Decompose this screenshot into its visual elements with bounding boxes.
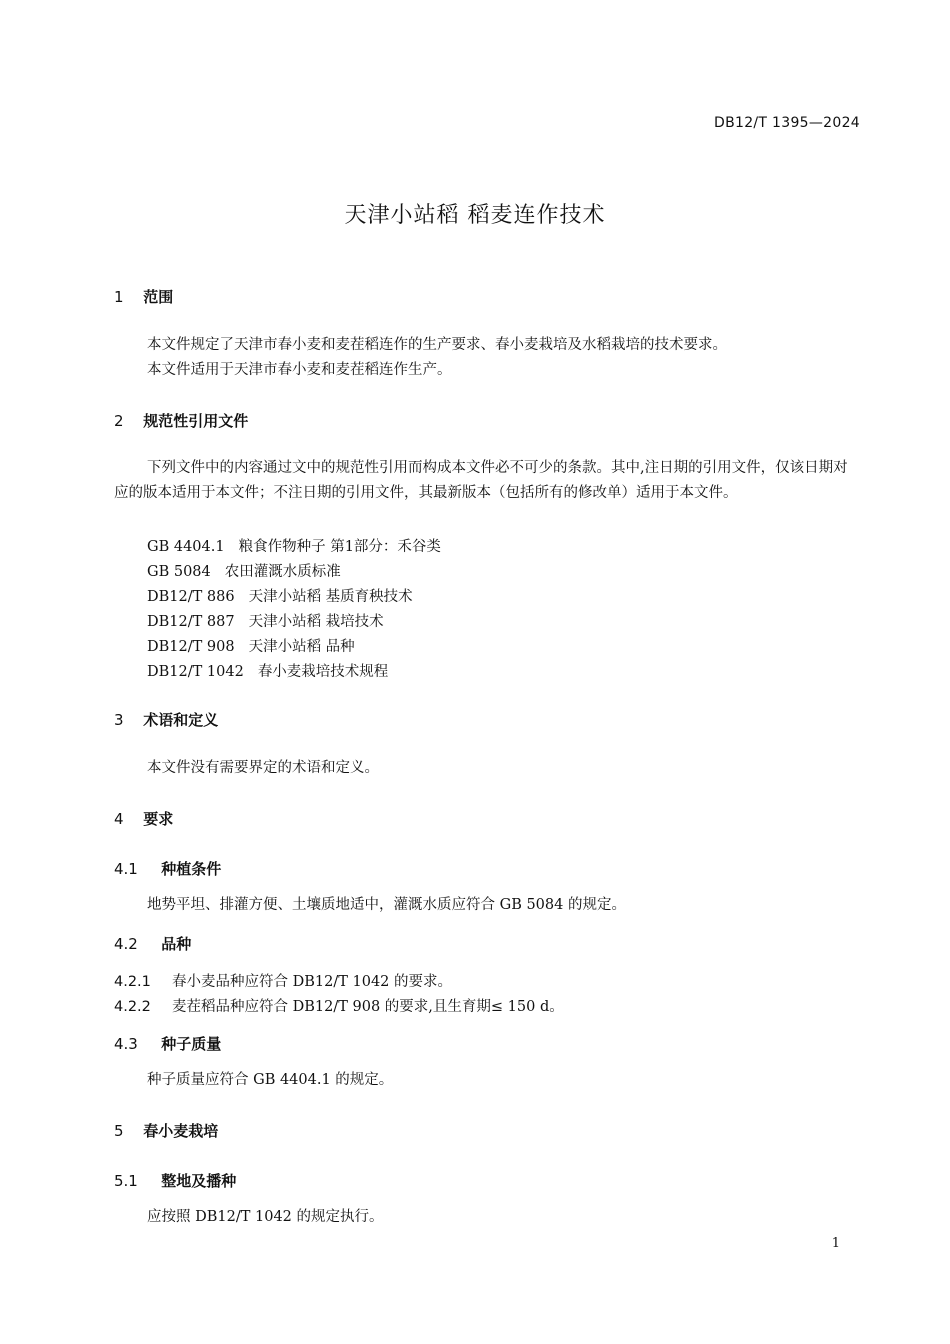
reference-name: 春小麦栽培技术规程: [257, 664, 389, 680]
section-4-1-heading: [114, 858, 221, 879]
section-title: 春小麦栽培: [143, 1122, 219, 1140]
section-2-intro: 下列文件中的内容通过文中的规范性引用而构成本文件必不可少的条款。其中,注日期的引用文件，仅该日期对应的版本适用于本文件；不注日期的引用文件，其最新版本（包括所有的修改单）适用于本文件。: [114, 460, 848, 501]
reference-code: GB 4404.1: [147, 539, 225, 555]
section-number: 2: [114, 412, 124, 430]
standard-code: DB12/T 1395—2024: [714, 115, 860, 131]
clause-4-2-1: [114, 970, 452, 991]
section-title: 要求: [143, 810, 174, 828]
reference-code: DB12/T 887: [147, 614, 235, 630]
section-4-heading: [114, 808, 173, 829]
section-5-heading: [114, 1120, 218, 1141]
clause-text: 春小麦品种应符合 DB12/T 1042 的要求。: [172, 974, 453, 990]
clause-4-2-2: [114, 995, 564, 1016]
section-5-1-heading: [114, 1170, 236, 1191]
section-4-1-para: 地势平坦、排灌方便、土壤质地适中，灌溉水质应符合 GB 5084 的规定。: [147, 897, 626, 913]
page-number: 1: [831, 1236, 840, 1251]
section-number: 3: [114, 711, 124, 729]
section-4-3-para: 种子质量应符合 GB 4404.1 的规定。: [147, 1072, 394, 1088]
reference-item: [147, 535, 441, 556]
document-title: 天津小站稻 稻麦连作技术: [344, 203, 606, 228]
section-4-3-heading: [114, 1033, 221, 1054]
section-number: 4.2: [114, 935, 138, 953]
section-3-para: 本文件没有需要界定的术语和定义。: [147, 760, 379, 776]
reference-name: 粮食作物种子 第1部分：禾谷类: [238, 539, 441, 555]
clause-number: 4.2.2: [114, 999, 151, 1015]
reference-name: 天津小站稻 品种: [248, 639, 355, 655]
reference-item: [147, 635, 355, 656]
reference-name: 天津小站稻 栽培技术: [248, 614, 384, 630]
section-number: 5.1: [114, 1172, 138, 1190]
reference-code: DB12/T 886: [147, 589, 235, 605]
section-title: 品种: [161, 935, 192, 953]
section-number: 4.1: [114, 860, 138, 878]
section-title: 范围: [143, 288, 174, 306]
section-1-para-1: 本文件规定了天津市春小麦和麦茬稻连作的生产要求、春小麦栽培及水稻栽培的技术要求。: [147, 337, 727, 353]
section-2-heading: [114, 410, 248, 431]
section-4-2-heading: [114, 933, 191, 954]
section-title: 整地及播种: [161, 1172, 237, 1190]
section-1-heading: [114, 286, 173, 307]
reference-name: 农田灌溉水质标准: [224, 564, 341, 580]
clause-number: 4.2.1: [114, 974, 151, 990]
section-5-1-para: 应按照 DB12/T 1042 的规定执行。: [147, 1209, 384, 1225]
section-title: 种子质量: [161, 1035, 222, 1053]
reference-item: [147, 660, 388, 681]
section-title: 术语和定义: [143, 711, 219, 729]
reference-item: [147, 585, 413, 606]
reference-name: 天津小站稻 基质育秧技术: [248, 589, 413, 605]
section-number: 1: [114, 288, 124, 306]
reference-code: DB12/T 908: [147, 639, 235, 655]
reference-item: [147, 610, 384, 631]
reference-code: DB12/T 1042: [147, 664, 244, 680]
section-title: 规范性引用文件: [143, 412, 249, 430]
reference-item: [147, 560, 341, 581]
section-1-para-2: 本文件适用于天津市春小麦和麦茬稻连作生产。: [147, 362, 452, 378]
reference-code: GB 5084: [147, 564, 211, 580]
section-title: 种植条件: [161, 860, 222, 878]
clause-text: 麦茬稻品种应符合 DB12/T 908 的要求,且生育期≤ 150 d。: [172, 999, 564, 1015]
section-number: 4: [114, 810, 124, 828]
section-3-heading: [114, 709, 218, 730]
section-number: 5: [114, 1122, 124, 1140]
section-number: 4.3: [114, 1035, 138, 1053]
